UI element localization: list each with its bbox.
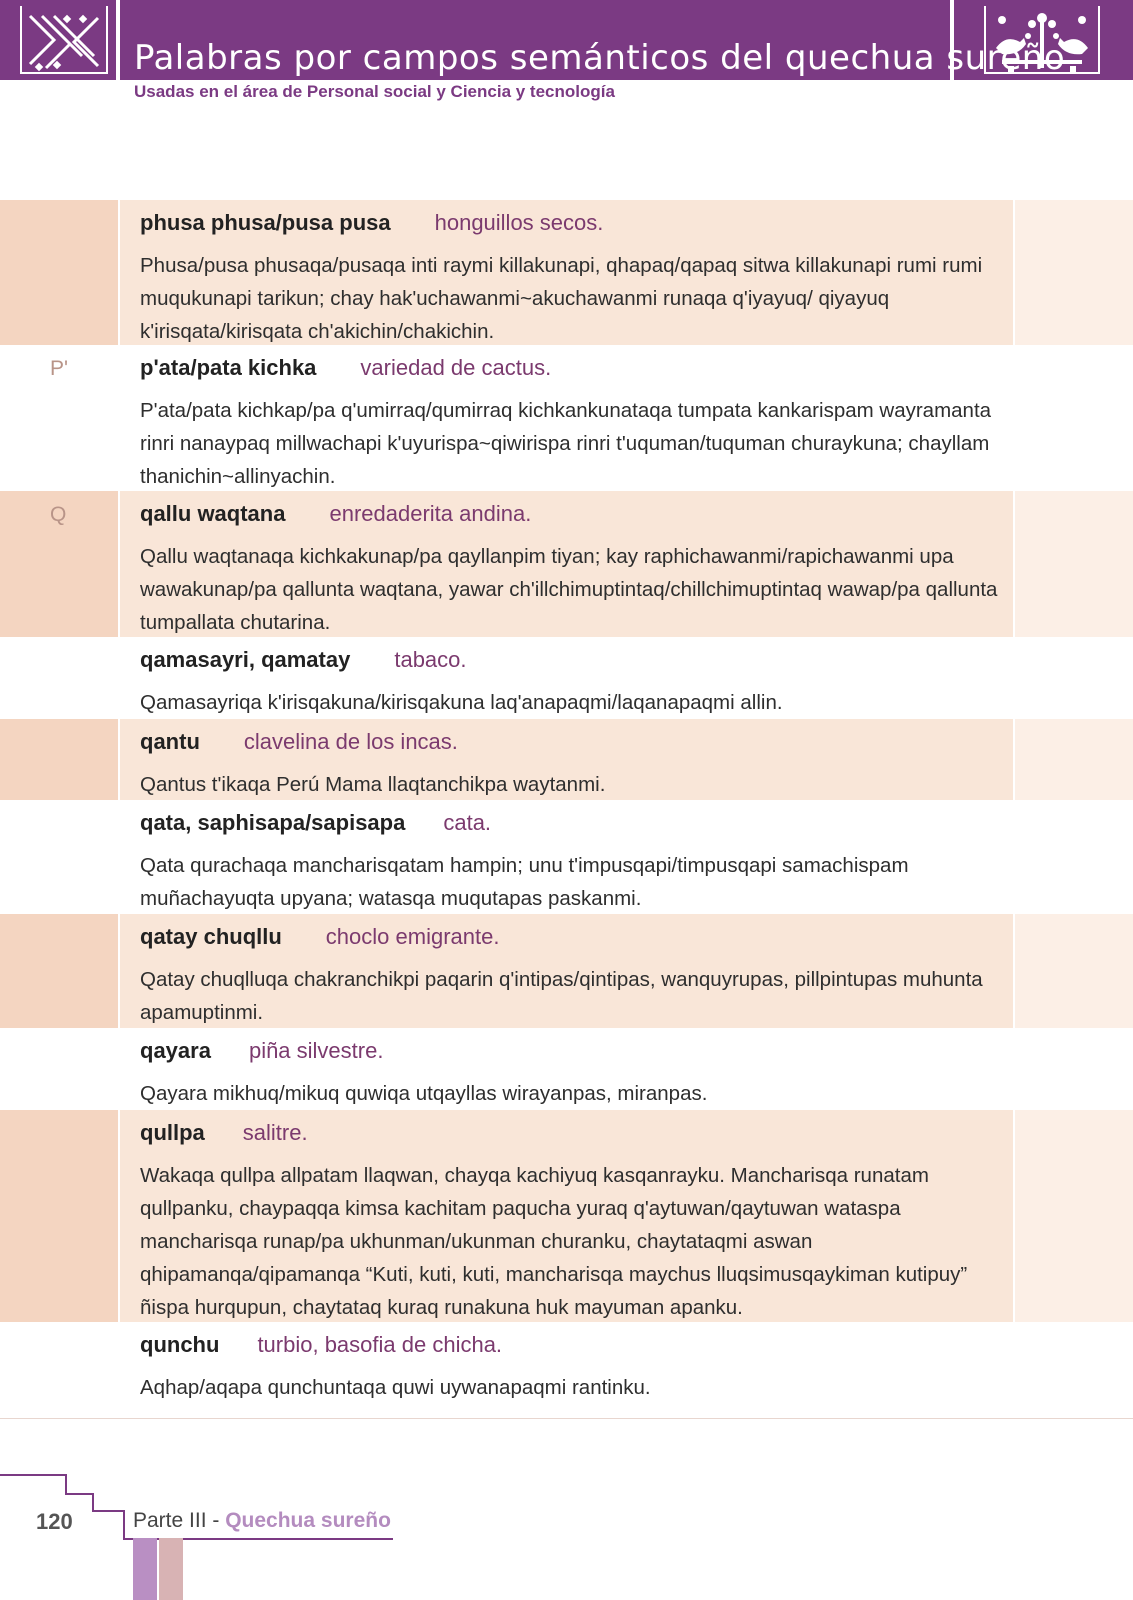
entry-gloss: clavelina de los incas. [243,729,458,754]
footer-step-line [92,1493,94,1511]
footer-color-bar [159,1538,183,1600]
entry-word: qayara [140,1038,211,1063]
entry-definition: Phusa/pusa phusaqa/pusaqa inti raymi killakunapi, qhapaq/qapaq sitwa killakunapi rumi rumi muqukunapi tarikun; chay hak'uchawanmi~akuchawanmi runaqa q'iyayuq/ qiyayuq k'irisqata/kirisqata ch'akichin/chakichin. [140,254,983,343]
list-item [0,800,1133,914]
entry-word: qatay chuqllu [140,924,282,949]
list-item [0,491,1133,637]
entry-word: p'ata/pata kichka [140,355,317,380]
geometric-ornament-icon [24,8,104,76]
entry-definition: Wakaqa qullpa allpatam llaqwan, chayqa kachiyuq kasqanrayku. Mancharisqa runatam qullpanku, chaypaqqa kimsa kachitam paqucha yuraq q'aytuwan/qaytuwan wataspa mancharisqa runap/pa ukhunman/ukunman churanku, chaytataqmi aswan qhipamanqa/qipamanqa “Kuti, kuti, kuti, mancharisqa maychus lluqsimusqaykiman kutipuy” ñispa hurqupun, chaytataq kuraq runakuna huk mayuman apanku. [140,1164,968,1319]
footer-step-line [0,1474,66,1476]
list-item [0,637,1133,719]
entry-gloss: variedad de cactus. [360,355,552,380]
entry-list [0,200,1133,1412]
entry-definition: Qatay chuqlluqa chakranchikpi paqarin q'intipas/qintipas, wanquyrupas, pillpintupas muhunta apamuptinmi. [140,968,983,1024]
entry-definition: Qantus t'ikaqa Perú Mama llaqtanchikpa waytanmi. [140,773,606,796]
list-item [0,1028,1133,1110]
entry-definition: Qayara mikhuq/mikuq quwiqa utqayllas wirayanpas, miranpas. [140,1082,708,1105]
entry-word: qamasayri, qamatay [140,647,351,672]
footer-step-line [92,1510,124,1512]
list-item [0,345,1133,491]
content-divider [0,1418,1133,1419]
entry-definition: Qamasayriqa k'irisqakuna/kirisqakuna laq'anapaqmi/laqanapaqmi allin. [140,691,783,714]
list-item [0,1322,1133,1412]
section-letter: P' [50,357,69,380]
footer-step-line [123,1510,125,1540]
entry-word: qantu [140,729,200,754]
entry-word: qunchu [140,1332,220,1357]
entry-word: qata, saphisapa/sapisapa [140,810,406,835]
header-separator [116,0,120,80]
list-item [0,1110,1133,1322]
entry-definition: Qata qurachaqa mancharisqatam hampin; unu t'impusqapi/timpusqapi samachispam muñachayuqta upyana; watasqa muqutapas paskanmi. [140,854,909,910]
entry-word: phusa phusa/pusa pusa [140,210,391,235]
entry-gloss: cata. [443,810,492,835]
entry-definition: Aqhap/aqapa qunchuntaqa quwi uywanapaqmi rantinku. [140,1376,651,1399]
footer-part-prefix: Parte III - [133,1509,226,1532]
entry-gloss: enredaderita andina. [329,501,532,526]
entry-gloss: turbio, basofia de chicha. [257,1332,503,1357]
entry-definition: P'ata/pata kichkap/pa q'umirraq/qumirraq kichkankunataqa tumpata kankarispam wayramanta rinri nanaypaq millwachapi k'uyurispa~qiwirispa rinri t'uquman/tuquman churaykuna; chayllam thanichin~allinyachin. [140,399,992,488]
section-letter: Q [50,503,67,526]
entry-definition: Qallu waqtanaqa kichkakunap/pa qayllanpim tiyan; kay raphichawanmi/rapichawanmi upa wawakunap/pa qallunta waqtana, yawar ch'illchimuptintaq/chillchimuptintaq wawap/pa qallunta tumpallata chutarina. [140,545,998,634]
list-item [0,200,1133,345]
footer-color-bar [133,1538,157,1600]
header-ornament-left [14,0,114,80]
footer-part-name: Quechua sureño [225,1509,391,1532]
page-number: 120 [36,1509,73,1534]
entry-gloss: salitre. [242,1120,308,1145]
footer-part-label [133,1509,391,1533]
list-item [0,719,1133,800]
entry-gloss: honguillos secos. [434,210,604,235]
entry-gloss: tabaco. [394,647,467,672]
page-subtitle: Usadas en el área de Personal social y Ciencia y tecnología [134,82,615,101]
footer-step-line [65,1474,67,1494]
page-title: Palabras por campos semánticos del quechua sureño [134,38,1066,78]
entry-word: qallu waqtana [140,501,286,526]
entry-word: qullpa [140,1120,205,1145]
entry-gloss: choclo emigrante. [325,924,500,949]
list-item [0,914,1133,1028]
entry-gloss: piña silvestre. [248,1038,384,1063]
footer-step-line [65,1493,93,1495]
